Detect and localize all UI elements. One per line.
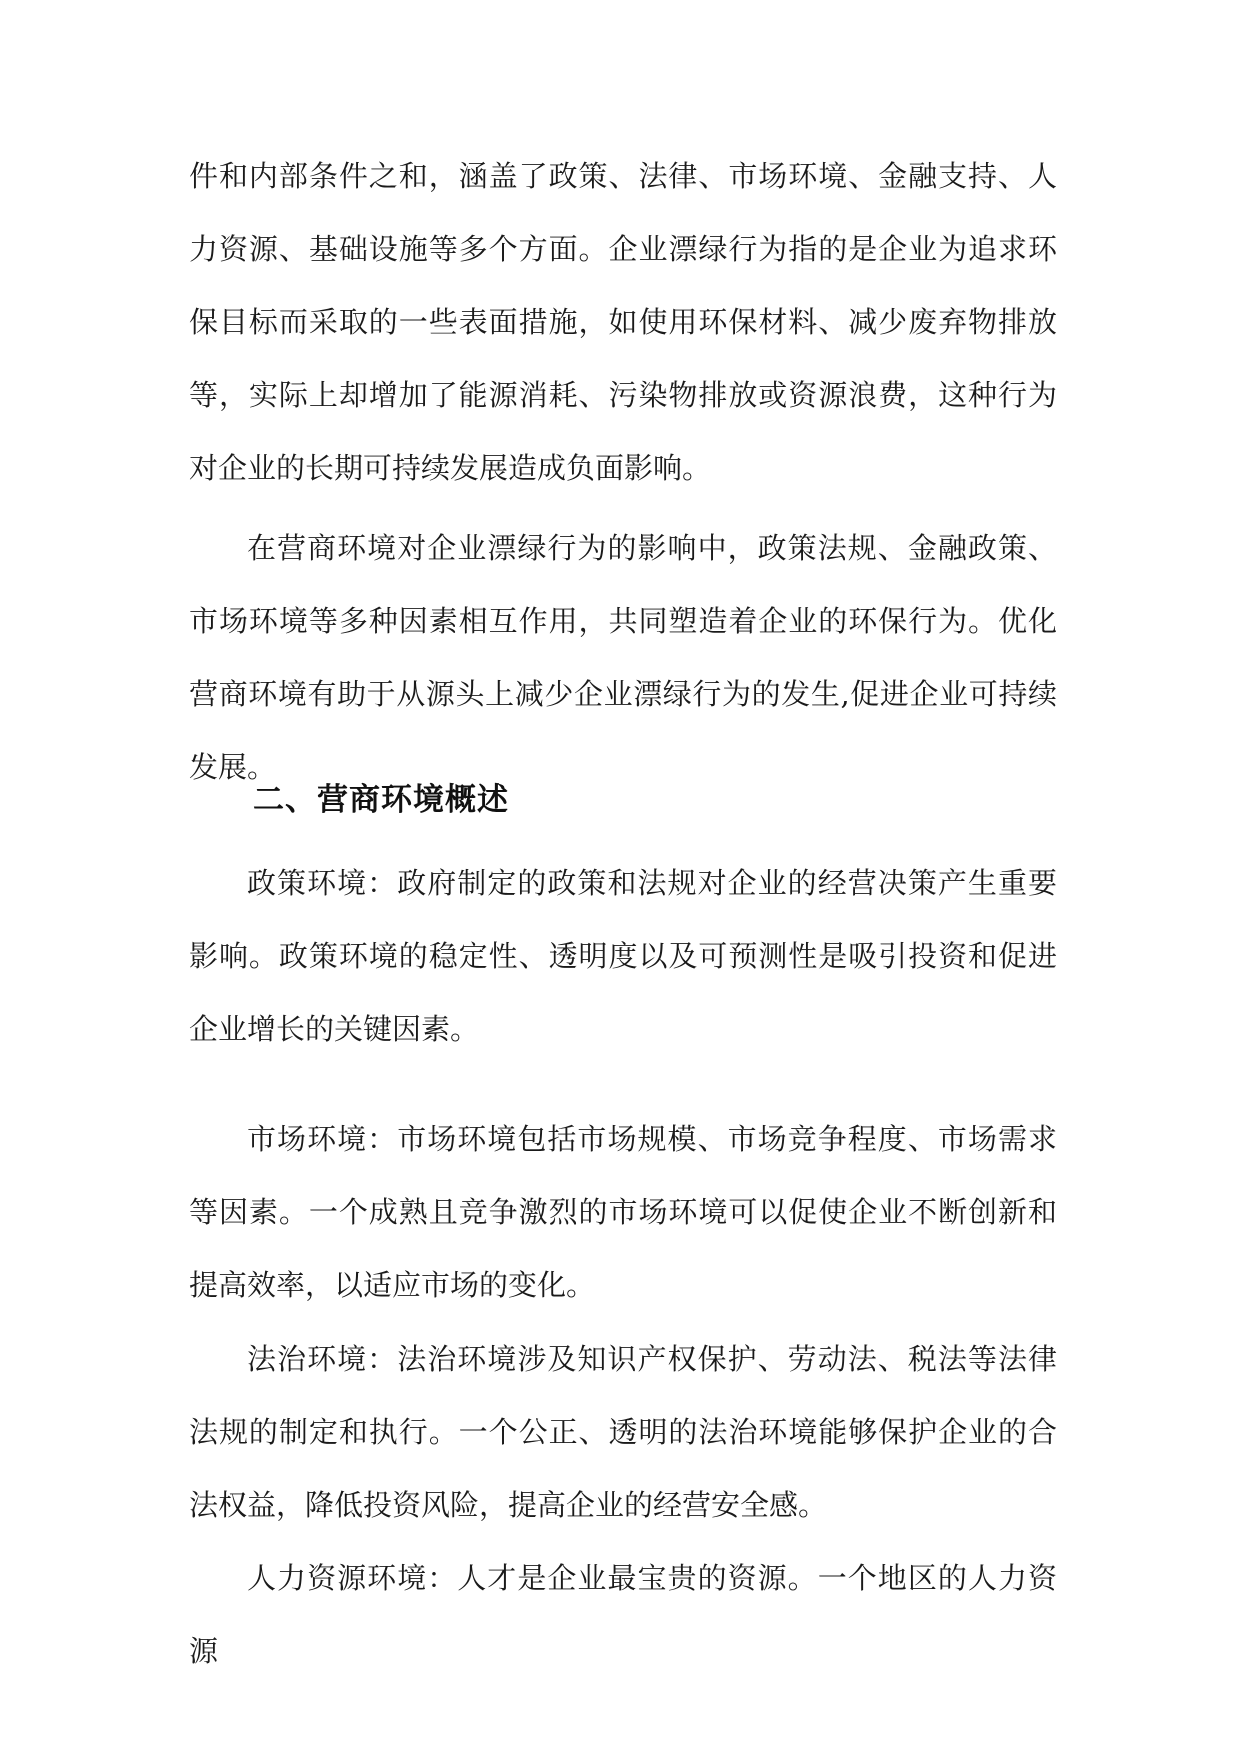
paragraph-human-resources-environment: 人力资源环境：人才是企业最宝贵的资源。一个地区的人力资源 [189, 1561, 1057, 1668]
paragraph-market-environment: 市场环境：市场环境包括市场规模、市场竞争程度、市场需求等因素。一个成熟且竞争激烈的市场环境可以促使企业不断创新和提高效率，以适应市场的变化。 [189, 1122, 1057, 1302]
paragraph-influence: 在营商环境对企业漂绿行为的影响中，政策法规、金融政策、市场环境等多种因素相互作用，共同塑造着企业的环保行为。优化营商环境有助于从源头上减少企业漂绿行为的发生,促进企业可持续发展。 [189, 531, 1057, 784]
section-heading: 二、营商环境概述 [253, 782, 509, 818]
paragraph-policy-environment: 政策环境：政府制定的政策和法规对企业的经营决策产生重要影响。政策环境的稳定性、透明度以及可预测性是吸引投资和促进企业增长的关键因素。 [189, 866, 1057, 1046]
paragraph-rule-of-law-environment: 法治环境：法治环境涉及知识产权保护、劳动法、税法等法律法规的制定和执行。一个公正、透明的法治环境能够保护企业的合法权益，降低投资风险，提高企业的经营安全感。 [189, 1342, 1057, 1522]
paragraph-continuation: 件和内部条件之和，涵盖了政策、法律、市场环境、金融支持、人力资源、基础设施等多个方面。企业漂绿行为指的是企业为追求环保目标而采取的一些表面措施，如使用环保材料、减少废弃物排放等，实际上却增加了能源消耗、污染物排放或资源浪费，这种行为对企业的长期可持续发展造成负面影响。 [189, 159, 1057, 485]
